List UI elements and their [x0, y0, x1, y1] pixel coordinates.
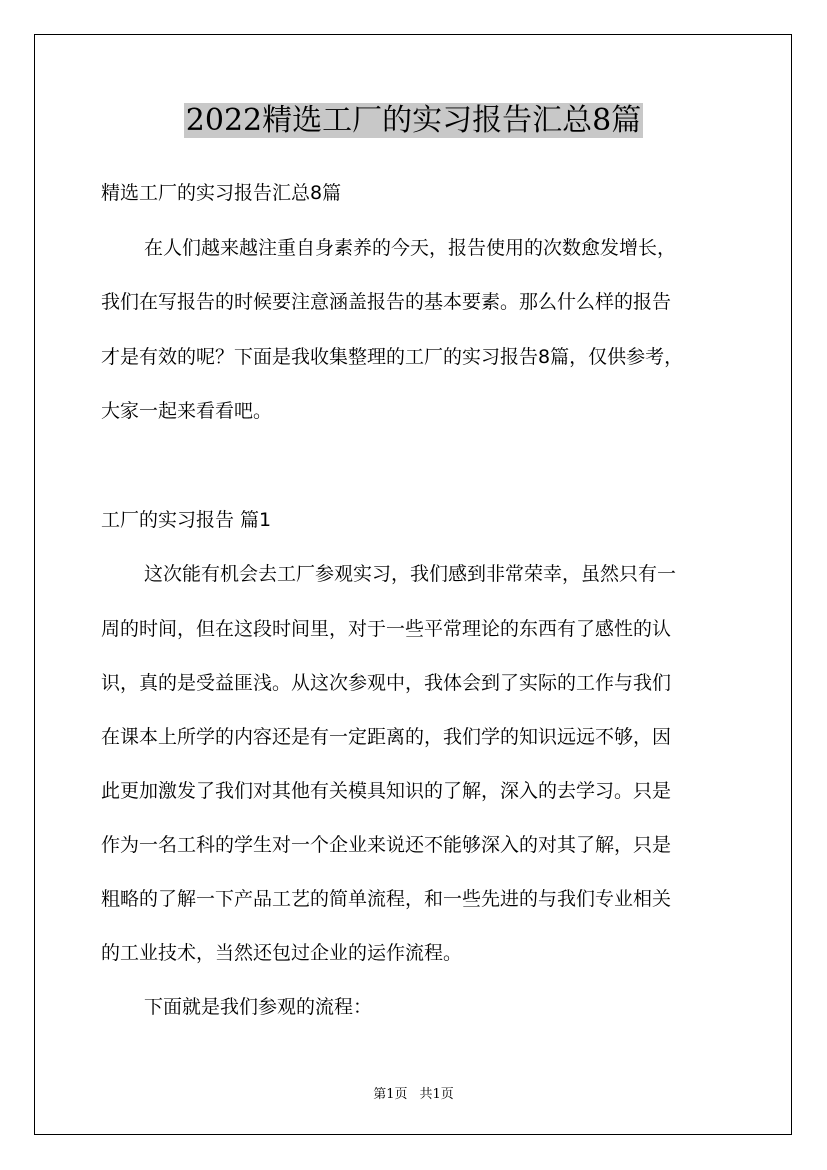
intro-line: 才是有效的呢？下面是我收集整理的工厂的实习报告8篇，仅供参考，	[101, 346, 684, 368]
page-footer	[0, 1083, 827, 1102]
section-line: 粗略的了解一下产品工艺的简单流程，和一些先进的与我们专业相关	[101, 888, 672, 910]
section-line: 在课本上所学的内容还是有一定距离的，我们学的知识远远不够，因	[101, 726, 672, 748]
document-title-text: 2022精选工厂的实习报告汇总8篇	[185, 103, 642, 138]
section-line: 的工业技术，当然还包过企业的运作流程。	[101, 942, 463, 964]
intro-line: 大家一起来看看吧。	[101, 400, 273, 422]
section-heading: 工厂的实习报告 篇1	[101, 509, 272, 531]
document-subtitle: 精选工厂的实习报告汇总8篇	[101, 182, 342, 204]
intro-line: 在人们越来越注重自身素养的今天，报告使用的次数愈发增长，	[144, 237, 677, 259]
section-line: 此更加激发了我们对其他有关模具知识的了解，深入的去学习。只是	[101, 780, 672, 802]
section-line: 这次能有机会去工厂参观实习，我们感到非常荣幸，虽然只有一	[144, 563, 677, 585]
intro-line: 我们在写报告的时候要注意涵盖报告的基本要素。那么什么样的报告	[101, 291, 672, 313]
section-line: 周的时间，但在这段时间里，对于一些平常理论的东西有了感性的认	[101, 618, 672, 640]
section-line: 作为一名工科的学生对一个企业来说还不能够深入的对其了解，只是	[101, 834, 672, 856]
process-line: 下面就是我们参观的流程：	[144, 996, 373, 1018]
page-number: 第1页	[373, 1087, 408, 1102]
page-total: 共1页	[419, 1087, 454, 1102]
section-line: 识，真的是受益匪浅。从这次参观中，我体会到了实际的工作与我们	[101, 672, 672, 694]
document-title	[0, 99, 827, 143]
